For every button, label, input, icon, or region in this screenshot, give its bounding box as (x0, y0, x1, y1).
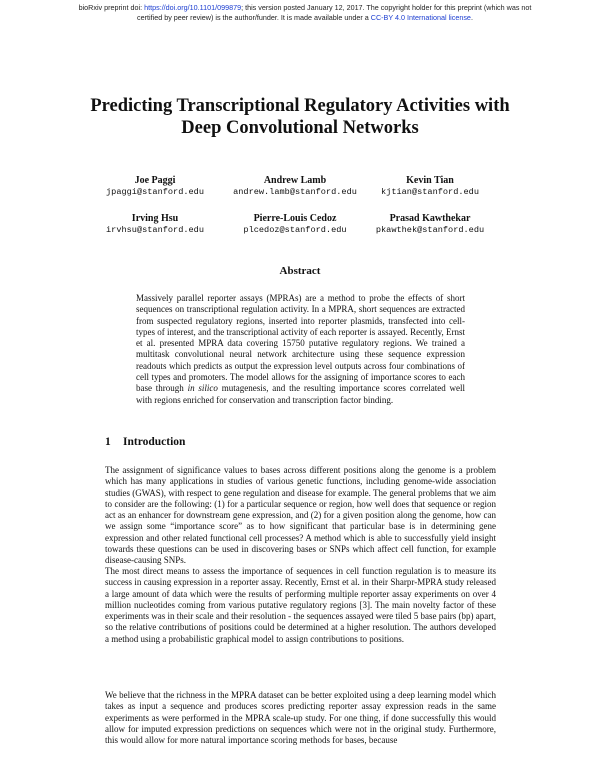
doi-link[interactable]: https://doi.org/10.1101/099879 (144, 3, 242, 12)
section-title: Introduction (123, 436, 186, 448)
author-name: Prasad Kawthekar (389, 213, 471, 224)
abstract-text (136, 293, 465, 406)
preprint-notice (60, 3, 550, 23)
preprint-period: . (470, 13, 473, 22)
author (340, 175, 520, 198)
author-name: Kevin Tian (406, 175, 454, 186)
abstract-heading: Abstract (279, 265, 321, 277)
author-name: Irving Hsu (131, 213, 179, 224)
author-email: kjtian@stanford.edu (381, 187, 479, 197)
author-name: Pierre-Louis Cedoz (253, 213, 337, 224)
paper-title (70, 95, 530, 139)
preprint-posted-text: ; this version posted January 12, 2017. The copyright holder for this preprint (which was not (241, 3, 532, 12)
author-name: Andrew Lamb (263, 175, 327, 186)
author-email: irvhsu@stanford.edu (106, 225, 204, 235)
paper-title-line-2: Deep Convolutional Networks (181, 118, 419, 138)
preprint-notice-line-1 (60, 3, 550, 13)
preprint-certification-text: certified by peer review) is the author/funder. It is made available under a (137, 13, 371, 22)
paper-title-line-1: Predicting Transcriptional Regulatory Activities with (90, 96, 510, 116)
author-name: Joe Paggi (134, 175, 176, 186)
author (340, 213, 520, 236)
preprint-doi-prefix: bioRxiv preprint doi: (78, 3, 145, 12)
author-email: jpaggi@stanford.edu (106, 187, 204, 197)
preprint-notice-line-2 (60, 13, 550, 23)
license-link[interactable]: CC-BY 4.0 International license (370, 13, 471, 22)
body-paragraph: The most direct means to assess the importance of sequences in cell function regulation is to measure its success in causing expression in a reporter assay. Recently, Ernst et al. in their Sharpr-MPRA study released a large amount of data which were the results of performing multiple reporter assay experiments on over 4 million nucleotides coming from various putative regulatory regions [3]. The main novelty factor of these experiments was in their scale and their resolution - the sequences assayed were tiled 5 base pairs (bp) apart, so the relative contributions of positions could be determined at a higher resolution. The authors developed a method using a probabilistic graphical model to assign contributions to positions. (105, 566, 496, 644)
author-email: andrew.lamb@stanford.edu (233, 187, 357, 197)
abstract-text-part-2: mutagenesis, and the resulting importance scores correlated well with regions enriched for conservation and transcription factor binding. (136, 383, 466, 405)
author-email: plcedoz@stanford.edu (243, 225, 347, 235)
abstract-italic-term: in silico (187, 383, 218, 394)
body-paragraph: We believe that the richness in the MPRA dataset can be better exploited using a deep learning model which takes as input a sequence and produces scores predicting reporter assay expression reads in the same experiments as were performed in the MPRA scale-up study. For one thing, if done successfully this would allow for imputed expression predictions on sequences which were not in the original study. Furthermore, this would allow for more natural importance scoring methods for bases, because (105, 690, 496, 746)
section-heading-introduction (105, 436, 505, 448)
body-paragraph: The assignment of significance values to bases across different positions along the genome is a problem which has many applications in studies of various genetic functions, including genome-wide association studies (GWAS), with respect to gene regulation and disease for example. The general problems that we aim to consider are the following: (1) for a particular sequence or region, how well does that sequence or region act as an enhancer for downstream gene expression, and (2) for a given position along the genome, how can we assign some “importance score” as to how significant that particular base is in determining gene expression and other related functional cell processes? A method which is able to successfully yield insight towards these questions can be used in discovering bases or SNPs which affect cell function, for example disease-causing SNPs. (105, 465, 496, 566)
section-number: 1 (105, 436, 111, 448)
author-email: pkawthek@stanford.edu (375, 225, 485, 235)
abstract-text-part-1: Massively parallel reporter assays (MPRAs) are a method to probe the effects of short sequences on transcriptional regulation activity. In a MPRA, short sequences are extracted from suspected regulatory regions, inserted into reporter plasmids, transfected into cell-types of interest, and the transcriptional activity of each reporter is assayed. Recently, Ernst et al. presented MPRA data covering 15750 putative regulatory regions. We trained a multitask convolutional neural network architecture using these sequence expression readouts which predicts as output the expression level outputs across four combinations of cell types and promoters. The model allows for the assigning of importance scores to each base through (136, 293, 465, 394)
